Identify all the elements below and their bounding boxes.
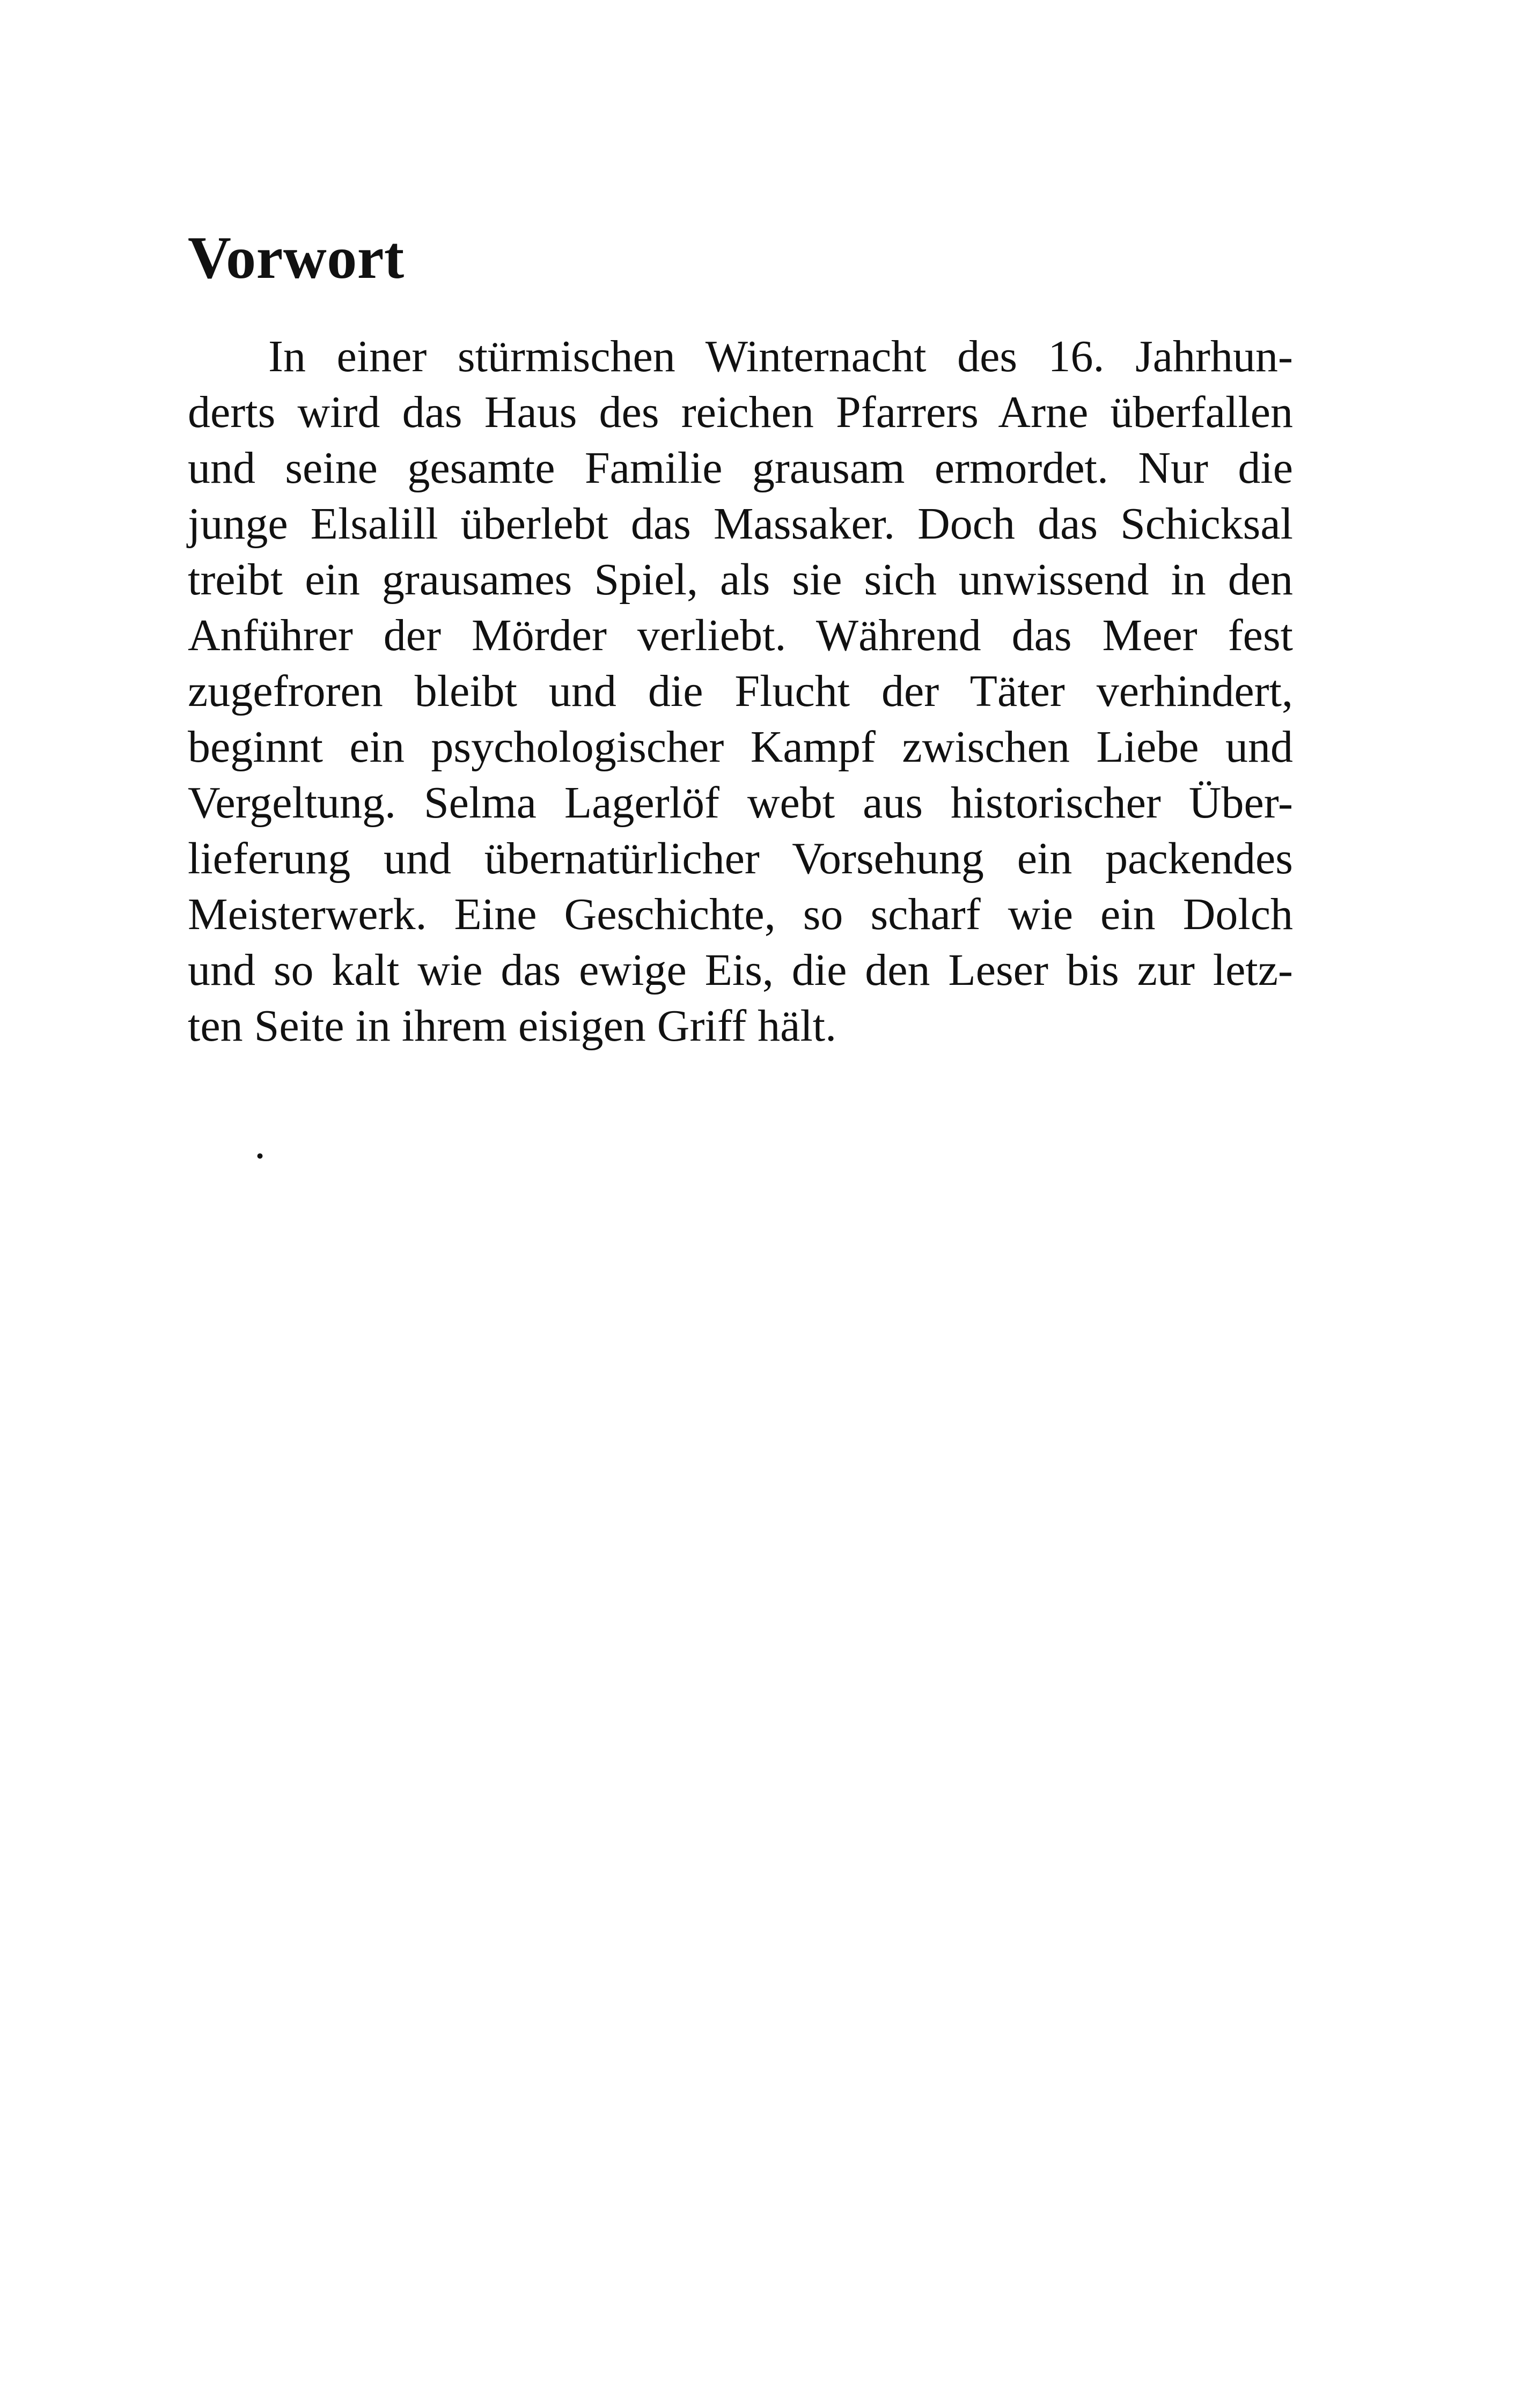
stray-dot: .: [254, 1118, 266, 1168]
body-line-6: Anführer der Mörder verliebt. Während das Meer fest: [188, 610, 1293, 661]
body-line-11: Meisterwerk. Eine Geschichte, so scharf wie ein Dolch: [188, 889, 1293, 940]
body-line-12: und so kalt wie das ewige Eis, die den Leser bis zur letz-: [188, 945, 1293, 996]
body-line-5: treibt ein grausames Spiel, als sie sich unwissend in den: [188, 555, 1293, 605]
preface-section: [188, 225, 1293, 1054]
body-line-2: derts wird das Haus des reichen Pfarrers Arne überfallen: [188, 387, 1293, 438]
body-line-10: lieferung und übernatürlicher Vorsehung ein packendes: [188, 834, 1293, 884]
body-line-13: ten Seite in ihrem eisigen Griff hält.: [188, 1001, 837, 1051]
body-line-7: zugefroren bleibt und die Flucht der Täter verhindert,: [188, 666, 1293, 717]
body-line-4: junge Elsalill überlebt das Massaker. Doch das Schicksal: [188, 499, 1293, 549]
body-line-8: beginnt ein psychologischer Kampf zwischen Liebe und: [188, 722, 1293, 772]
body-line-1: In einer stürmischen Winternacht des 16. Jahrhun-: [268, 332, 1293, 382]
body-line-3: und seine gesamte Familie grausam ermordet. Nur die: [188, 443, 1293, 494]
body-line-9: Vergeltung. Selma Lagerlöf webt aus historischer Über-: [188, 778, 1293, 828]
preface-heading: Vorwort: [188, 225, 405, 291]
preface-body: [188, 329, 1293, 1054]
